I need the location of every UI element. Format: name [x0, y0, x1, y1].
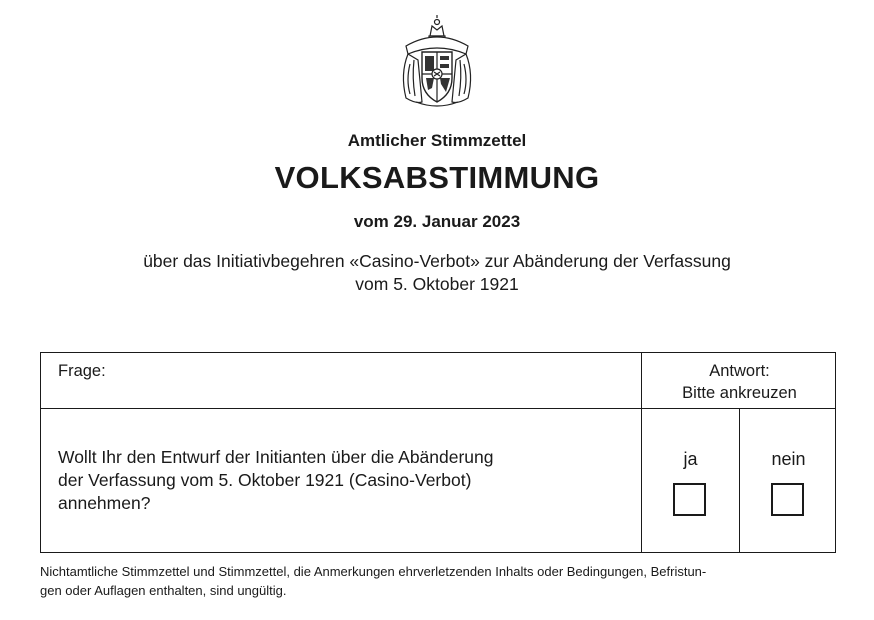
answer-label: Antwort:	[709, 362, 770, 380]
vote-date: vom 29. Januar 2023	[353, 212, 521, 231]
option-yes-label: ja	[683, 449, 698, 469]
question-line: annehmen?	[58, 493, 151, 513]
ballot-table	[40, 352, 836, 553]
answer-divider	[739, 409, 740, 552]
question-line: Wollt Ihr den Entwurf der Initianten über die Abänderung	[58, 447, 494, 467]
ballot-type-label: Amtlicher Stimmzettel	[347, 131, 527, 150]
header-divider	[41, 408, 835, 409]
coat-of-arms-icon	[396, 14, 478, 110]
footnote-line: gen oder Auflagen enthalten, sind ungültig.	[40, 583, 287, 598]
question-line: der Verfassung vom 5. Oktober 1921 (Casino-Verbot)	[58, 470, 472, 490]
vote-description-line-1: über das Initiativbegehren «Casino-Verbot» zur Abänderung der Verfassung	[143, 251, 731, 271]
page-title: VOLKSABSTIMMUNG	[274, 160, 600, 195]
validity-footnote	[40, 562, 840, 600]
option-no-label: nein	[771, 449, 806, 469]
question-label: Frage:	[58, 362, 106, 380]
answer-hint: Bitte ankreuzen	[682, 384, 797, 402]
yes-checkbox[interactable]	[673, 483, 706, 516]
vote-description-line-2: vom 5. Oktober 1921	[355, 274, 519, 294]
ballot-question	[58, 446, 618, 515]
footnote-line: Nichtamtliche Stimmzettel und Stimmzettel, die Anmerkungen ehrverletzenden Inhalts oder Bedingungen, Befristun-	[40, 564, 707, 579]
no-checkbox[interactable]	[771, 483, 804, 516]
